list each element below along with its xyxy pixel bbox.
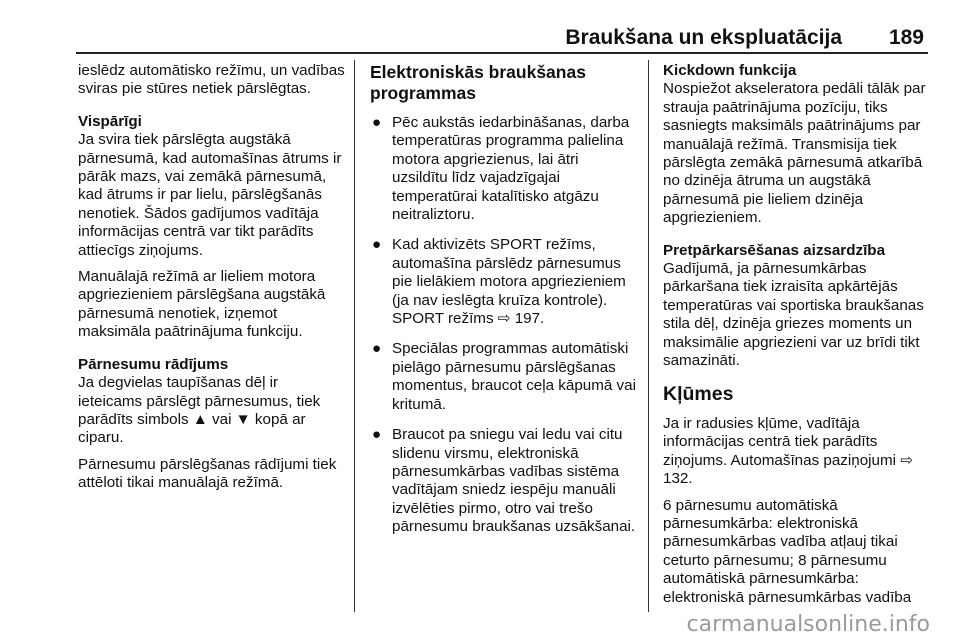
list-item-text: Braucot pa sniegu vai ledu vai citu slidenu virsmu, elektroniskā pārnesumkārbas vadības sistēma vadītājam sniedz iespēju manuāli izvēlēties pirmo, otro vai trešo pārnesumu braukšanas uzsākšanai. bbox=[392, 426, 636, 536]
kludes-paragraph-2: 6 pārnesumu automātiskā pārnesumkārba: elektroniskā pārnesumkārbas vadība atļauj tikai ceturto pārnesumu; 8 pārnesumu automātiskā pārnesumkārba: elektroniskā pārnesumkārbas vadība bbox=[663, 496, 912, 606]
kickdown-heading: Kickdown funkcija bbox=[663, 62, 797, 79]
kludes-heading: Kļūmes bbox=[663, 382, 734, 405]
overheat-heading: Pretpārkarsēšanas aizsardzība bbox=[663, 241, 886, 259]
page-number: 189 bbox=[888, 26, 924, 49]
radijums-paragraph-2: Pārnesumu pārslēgšanas rādījumi tiek attēloti tikai manuālajā režīmā. bbox=[78, 455, 337, 492]
column-right bbox=[663, 62, 931, 621]
kludes-paragraph-1: Ja ir radusies kļūme, vadītāja informācijas centrā tiek parādīts ziņojums. Automašīnas paziņojumi ⇨ 132. bbox=[663, 414, 913, 488]
bullet-icon: ● bbox=[372, 114, 382, 131]
list-item bbox=[370, 426, 636, 536]
page-header bbox=[76, 22, 928, 54]
bullet-icon: ● bbox=[372, 236, 382, 254]
list-item bbox=[370, 114, 636, 224]
list-item-text: Speciālas programmas automātiski pielāgo pārnesumu pārslēgšanas momentus, braucot ceļa kāpumā vai kritumā. bbox=[392, 340, 636, 413]
kickdown-paragraph: Nospiežot akseleratora pedāli tālāk par strauja paātrinājuma pozīciju, tiks sasniegts maksimāls paātrinājums par manuālajā režīmā. Transmisija tiek pārslēgta zemākā pārnesumā atkarībā no dzinēja ātruma un augstākā pārnesumā pie lieliem dzinēja apgriezieniem. bbox=[663, 80, 926, 227]
column-divider-2 bbox=[648, 60, 649, 612]
column-left bbox=[78, 62, 346, 507]
vispārigi-paragraph-1: Ja svira tiek pārslēgta augstākā pārnesumā, kad automašīnas ātrums ir pārāk mazs, vai zemākā pārnesumā, kad ātrums ir par lielu, pārslēgšanās nenotiek. Šādos gadījumos vadītāja informācijas centrā var tikt parādīts attiecīgs ziņojums. bbox=[78, 131, 342, 259]
radijums-heading: Pārnesumu rādījums bbox=[78, 355, 229, 373]
vispārigi-heading: Vispārīgi bbox=[78, 112, 142, 130]
vispārigi-paragraph-2: Manuālajā režīmā ar lieliem motora apgriezieniem pārslēgšana augstākā pārnesumā nenotiek, izņemot maksimāla paātrinājuma funkciju. bbox=[78, 268, 326, 341]
column-middle bbox=[370, 62, 636, 549]
overheat-paragraph: Gadījumā, ja pārnesumkārbas pārkaršana tiek izraisīta apkārtējās temperatūras vai sportiska braukšanas stila dēļ, dzinēja griezes moments un maksimālie apgriezieni var uz brīdi tikt samazināti. bbox=[663, 260, 924, 370]
programs-list bbox=[370, 114, 636, 537]
bullet-icon: ● bbox=[372, 426, 382, 444]
watermark: carmanualsonline.info bbox=[686, 612, 930, 637]
column-divider-1 bbox=[354, 60, 355, 612]
radijums-paragraph-1: Ja degvielas taupīšanas dēļ ir ieteicams pārslēgt pārnesumus, tiek parādīts simbols ▲ vai ▼ kopā ar ciparu. bbox=[78, 374, 321, 447]
list-item bbox=[370, 340, 636, 414]
bullet-icon: ● bbox=[372, 340, 382, 358]
section-title: Braukšana un ekspluatācija bbox=[565, 26, 842, 49]
list-item-text: Kad aktivizēts SPORT režīms, automašīna pārslēdz pārnesumus pie lielākiem motora apgriezieniem (ja nav ieslēgta kruīza kontrole). SPORT režīms ⇨ 197. bbox=[392, 236, 626, 328]
list-item bbox=[370, 236, 636, 328]
programs-heading: Elektroniskās braukšanas programmas bbox=[370, 62, 586, 103]
list-item-text: Pēc aukstās iedarbināšanas, darba temperatūras programma palielina motora apgriezienus, lai ātri uzsildītu līdz vajadzīgajai temperatūrai katalītisko atgāzu neitraliztoru. bbox=[392, 114, 630, 224]
intro-paragraph: ieslēdz automātisko režīmu, un vadības sviras pie stūres netiek pārslēgtas. bbox=[78, 62, 345, 98]
